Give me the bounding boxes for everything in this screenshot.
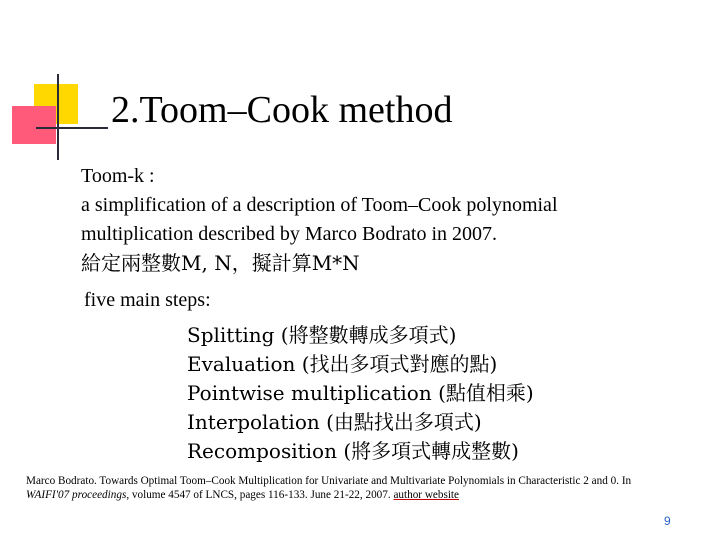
steps-heading: five main steps: [84,289,211,311]
step-recomposition: Recomposition (將多項式轉成整數) [187,439,519,463]
description-line-2: multiplication described by Marco Bodrato in 2007. [81,223,498,245]
page-number: 9 [664,514,671,528]
reference-details: , volume 4547 of LNCS, pages 116-133. June 21-22, 2007. [126,489,394,501]
step-pointwise-multiplication: Pointwise multiplication (點值相乘) [187,381,534,405]
task-line: 給定兩整數M, N，擬計算M*N [81,251,360,275]
decor-vertical-line [57,74,59,160]
step-interpolation: Interpolation (由點找出多項式) [187,410,482,434]
author-website-link[interactable]: author website [393,489,460,501]
decor-red-square [12,106,56,144]
step-splitting: Splitting (將整數轉成多項式) [187,323,457,347]
toom-k-label: Toom-k : [81,165,155,187]
reference-proceedings: WAIFI'07 proceedings [26,489,127,501]
slide-title: 2.Toom–Cook method [111,89,453,131]
reference-citation [26,474,676,502]
description-line-1: a simplification of a description of Toom–Cook polynomial [81,194,558,216]
decor-horizontal-line [36,127,108,129]
reference-text: Marco Bodrato. Towards Optimal Toom–Cook Multiplication for Univariate and Multivariate Polynomials in Characteristic 2 and 0. In [26,475,632,487]
step-evaluation: Evaluation (找出多項式對應的點) [187,352,498,376]
